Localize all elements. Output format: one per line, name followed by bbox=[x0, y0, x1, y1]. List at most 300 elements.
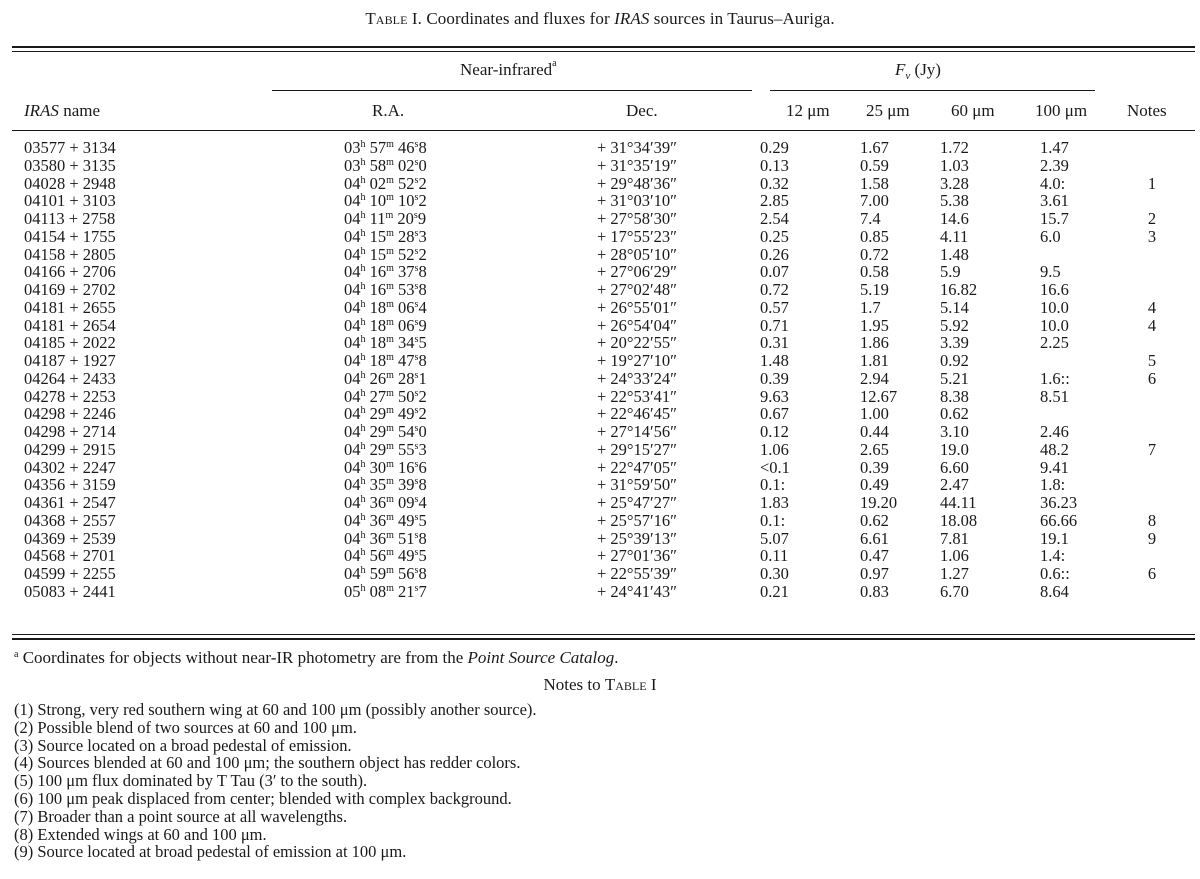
flux-60: 3.39 bbox=[940, 333, 969, 353]
note-item: (6) 100 μm peak displaced from center; blended with complex background. bbox=[14, 789, 512, 808]
ra-m-unit: m bbox=[386, 476, 394, 488]
ra-minutes: 18 bbox=[369, 333, 387, 353]
flux-100: 8.64 bbox=[1040, 581, 1069, 601]
flux-100: 6.0 bbox=[1040, 226, 1061, 246]
ra-hours: 04 bbox=[344, 475, 361, 495]
ra-fraction: 7 bbox=[418, 581, 427, 601]
ra-hours: 04 bbox=[344, 546, 361, 566]
flux-12: 0.12 bbox=[760, 422, 789, 441]
ra-minutes: 18 bbox=[369, 315, 387, 335]
table-row bbox=[0, 582, 1200, 599]
flux-25: 0.83 bbox=[860, 581, 889, 601]
flux-100: 9.5 bbox=[1040, 262, 1061, 282]
flux-25: 0.97 bbox=[860, 564, 889, 583]
flux-25: 1.86 bbox=[860, 333, 889, 353]
ra-h-unit: h bbox=[360, 192, 366, 204]
iras-name: 04568 + 2701 bbox=[24, 546, 116, 566]
table-row bbox=[0, 298, 1200, 315]
ra-h-unit: h bbox=[360, 369, 366, 381]
ra-s-unit: s bbox=[414, 316, 419, 328]
ra-s-unit: s bbox=[414, 263, 419, 275]
ra-minutes: 18 bbox=[369, 297, 387, 317]
table-row bbox=[0, 387, 1200, 404]
ra-hours: 04 bbox=[344, 386, 361, 406]
ra-hours: 04 bbox=[344, 351, 361, 370]
flux-60: 5.14 bbox=[940, 297, 969, 317]
note-item: (4) Sources blended at 60 and 100 μm; the southern object has redder colors. bbox=[14, 753, 521, 773]
ra-fraction: 8 bbox=[418, 528, 427, 548]
ra-h-unit: h bbox=[360, 458, 366, 470]
dec-value: + 25°57′16″ bbox=[597, 510, 678, 530]
ra-minutes: 29 bbox=[369, 439, 387, 459]
ra-s-unit: s bbox=[414, 423, 419, 434]
flux-100: 66.66 bbox=[1040, 510, 1078, 530]
ra-seconds: 21 bbox=[398, 581, 415, 601]
ra-s-unit: s bbox=[414, 547, 419, 559]
table-row bbox=[0, 262, 1200, 282]
flux-60: 1.27 bbox=[940, 564, 969, 583]
iras-name: 04298 + 2246 bbox=[24, 404, 116, 424]
table-row bbox=[0, 458, 1200, 475]
ra-minutes: 27 bbox=[369, 386, 387, 406]
flux-100: 2.46 bbox=[1040, 422, 1069, 441]
note-ref: 4 bbox=[1147, 297, 1157, 317]
ra-m-unit: m bbox=[386, 139, 394, 150]
flux-100: 9.41 bbox=[1040, 457, 1069, 477]
ra-fraction: 2 bbox=[418, 191, 427, 211]
table-row bbox=[0, 333, 1200, 353]
ra-minutes: 16 bbox=[369, 280, 387, 299]
ra-m-unit: m bbox=[385, 210, 394, 221]
ra-h-unit: h bbox=[360, 494, 366, 505]
flux-25: 0.47 bbox=[860, 546, 889, 566]
flux-12: 0.71 bbox=[760, 315, 789, 335]
flux-60: 5.92 bbox=[940, 315, 969, 335]
ra-hours: 03 bbox=[344, 138, 361, 157]
dec-value: + 22°46′45″ bbox=[597, 404, 678, 424]
flux-60: 5.38 bbox=[940, 191, 969, 211]
ra-m-unit: m bbox=[386, 547, 394, 559]
dec-value: + 26°55′01″ bbox=[597, 297, 678, 317]
table-row bbox=[0, 351, 1200, 368]
flux-25: 5.19 bbox=[860, 280, 889, 299]
ra-m-unit: m bbox=[386, 334, 394, 346]
dec-value: + 29°48′36″ bbox=[597, 173, 678, 193]
notes-title bbox=[0, 675, 1200, 695]
ra-h-unit: h bbox=[360, 582, 366, 594]
table-row bbox=[0, 475, 1200, 495]
header-iras-name bbox=[24, 101, 100, 121]
bottom-rule-1 bbox=[12, 634, 1195, 635]
header-dec: Dec. bbox=[626, 101, 658, 120]
flux-12: 2.54 bbox=[760, 209, 789, 228]
note-item: (5) 100 μm flux dominated by T Tau (3′ to the south). bbox=[14, 771, 368, 791]
header-flux bbox=[895, 60, 941, 80]
flux-60: 5.9 bbox=[940, 262, 961, 282]
flux-60: 3.10 bbox=[940, 422, 969, 441]
ra-hours: 04 bbox=[344, 528, 361, 548]
ra-s-unit: s bbox=[414, 511, 419, 523]
table-row bbox=[0, 174, 1200, 191]
iras-name: 04185 + 2022 bbox=[24, 333, 116, 353]
ra-fraction: 2 bbox=[418, 404, 427, 424]
flux-60: 1.03 bbox=[940, 155, 969, 175]
ra-minutes: 36 bbox=[369, 528, 387, 548]
dec-value: + 31°59′50″ bbox=[597, 475, 678, 495]
ra-hours: 04 bbox=[344, 262, 361, 282]
flux-12: 0.1: bbox=[760, 510, 786, 530]
dec-value: + 17°55′23″ bbox=[597, 226, 678, 246]
flux-12: 0.21 bbox=[760, 581, 789, 601]
note-item: (7) Broader than a point source at all wavelengths. bbox=[14, 806, 348, 826]
near-ir-underline bbox=[272, 90, 752, 91]
ra-fraction: 8 bbox=[418, 138, 427, 157]
ra-seconds: 46 bbox=[398, 138, 415, 157]
ra-s-unit: s bbox=[414, 334, 419, 346]
flux-100: 10.0 bbox=[1040, 297, 1069, 317]
ra-m-unit: m bbox=[386, 174, 394, 186]
ra-h-unit: h bbox=[360, 174, 366, 186]
ra-h-unit: h bbox=[360, 245, 366, 257]
flux-12: 0.67 bbox=[760, 404, 789, 424]
ra-fraction: 8 bbox=[418, 351, 427, 370]
ra-hours: 04 bbox=[344, 173, 361, 193]
iras-name: 04166 + 2706 bbox=[24, 262, 116, 282]
note-item: (3) Source located on a broad pedestal of emission. bbox=[14, 735, 352, 755]
ra-fraction: 9 bbox=[417, 209, 427, 228]
ra-value bbox=[344, 582, 427, 602]
table-row bbox=[0, 316, 1200, 333]
ra-minutes: 10 bbox=[369, 191, 387, 211]
ra-minutes: 29 bbox=[369, 404, 387, 424]
flux-12: 5.07 bbox=[760, 528, 789, 548]
ra-seconds: 53 bbox=[398, 280, 415, 299]
ra-seconds: 50 bbox=[398, 386, 415, 406]
flux-unit: (Jy) bbox=[910, 60, 941, 79]
ra-h-unit: h bbox=[360, 298, 366, 310]
flux-60: 4.11 bbox=[940, 226, 969, 246]
ra-fraction: 8 bbox=[418, 564, 427, 583]
note-item: (8) Extended wings at 60 and 100 μm. bbox=[14, 824, 267, 844]
flux-12: 0.11 bbox=[760, 546, 789, 566]
ra-hours: 05 bbox=[344, 581, 361, 601]
flux-12: 0.32 bbox=[760, 173, 789, 193]
ra-minutes: 35 bbox=[369, 475, 387, 495]
flux-underline bbox=[770, 90, 1095, 91]
caption-text-1: . Coordinates and fluxes for bbox=[417, 9, 615, 28]
flux-25: 7.4 bbox=[860, 209, 881, 228]
ra-seconds: 56 bbox=[398, 564, 415, 583]
flux-60: 3.28 bbox=[940, 173, 969, 193]
flux-25: 12.67 bbox=[860, 386, 898, 406]
note-item: (9) Source located at broad pedestal of emission at 100 μm. bbox=[14, 842, 407, 862]
iras-name: 04299 + 2915 bbox=[24, 439, 116, 459]
ra-hours: 04 bbox=[344, 209, 361, 228]
ra-s-unit: s bbox=[413, 210, 418, 221]
flux-60: 2.47 bbox=[940, 475, 969, 495]
flux-25: 1.7 bbox=[860, 297, 881, 317]
iras-name: 04298 + 2714 bbox=[24, 422, 116, 441]
ra-seconds: 47 bbox=[398, 351, 415, 370]
header-f25: 25 μm bbox=[866, 101, 910, 120]
flux-25: 1.58 bbox=[860, 173, 889, 193]
flux-12: 0.72 bbox=[760, 280, 789, 299]
header-ra: R.A. bbox=[372, 101, 405, 120]
ra-fraction: 0 bbox=[418, 155, 427, 175]
ra-hours: 04 bbox=[344, 404, 361, 424]
ra-h-unit: h bbox=[360, 139, 366, 150]
note-ref: 3 bbox=[1147, 226, 1157, 246]
flux-100: 16.6 bbox=[1040, 280, 1069, 299]
ra-s-unit: s bbox=[414, 192, 419, 204]
dec-value: + 26°54′04″ bbox=[597, 315, 678, 335]
ra-m-unit: m bbox=[386, 423, 394, 434]
flux-25: 0.72 bbox=[860, 244, 889, 264]
ra-hours: 04 bbox=[344, 333, 361, 353]
ra-h-unit: h bbox=[360, 440, 366, 452]
header-f60: 60 μm bbox=[951, 101, 995, 120]
ra-seconds: 06 bbox=[398, 315, 415, 335]
ra-m-unit: m bbox=[386, 316, 394, 328]
flux-12: 0.25 bbox=[760, 226, 789, 246]
dec-value: + 27°58′30″ bbox=[597, 209, 678, 228]
ra-fraction: 6 bbox=[418, 457, 427, 477]
iras-name: 04158 + 2805 bbox=[24, 244, 116, 264]
flux-60: 8.38 bbox=[940, 386, 969, 406]
ra-m-unit: m bbox=[386, 245, 394, 257]
dec-value: + 25°39′13″ bbox=[597, 528, 678, 548]
ra-s-unit: s bbox=[414, 476, 419, 488]
note-ref: 4 bbox=[1147, 315, 1157, 335]
ra-seconds: 28 bbox=[398, 368, 415, 388]
ra-seconds: 37 bbox=[398, 262, 415, 282]
ra-fraction: 5 bbox=[418, 546, 427, 566]
ra-m-unit: m bbox=[386, 440, 394, 452]
ra-seconds: 02 bbox=[398, 155, 415, 175]
notes-title-table-word: Table I bbox=[604, 675, 657, 694]
iras-name: 04181 + 2654 bbox=[24, 315, 116, 335]
ra-hours: 04 bbox=[344, 226, 361, 246]
ra-m-unit: m bbox=[386, 529, 394, 541]
flux-25: 7.00 bbox=[860, 191, 889, 211]
flux-60: 6.70 bbox=[940, 581, 969, 601]
ra-seconds: 09 bbox=[398, 493, 415, 512]
flux-12: 0.29 bbox=[760, 138, 789, 157]
ra-seconds: 49 bbox=[398, 546, 415, 566]
ra-seconds: 49 bbox=[398, 404, 415, 424]
ra-hours: 04 bbox=[344, 457, 361, 477]
table-row bbox=[0, 422, 1200, 439]
name-word: name bbox=[58, 101, 101, 120]
ra-m-unit: m bbox=[386, 458, 394, 470]
flux-25: 1.81 bbox=[860, 351, 889, 370]
table-row bbox=[0, 191, 1200, 211]
flux-100: 19.1 bbox=[1040, 528, 1069, 548]
ra-minutes: 18 bbox=[369, 351, 387, 370]
ra-fraction: 8 bbox=[418, 262, 427, 282]
ra-minutes: 11 bbox=[369, 209, 386, 228]
flux-60: 16.82 bbox=[940, 280, 978, 299]
ra-h-unit: h bbox=[360, 476, 366, 488]
note-ref: 6 bbox=[1147, 368, 1157, 388]
ra-h-unit: h bbox=[360, 227, 366, 239]
iras-name: 04181 + 2655 bbox=[24, 297, 116, 317]
ra-minutes: 36 bbox=[369, 510, 387, 530]
header-f12: 12 μm bbox=[786, 101, 830, 120]
ra-minutes: 57 bbox=[369, 138, 387, 157]
ra-hours: 03 bbox=[344, 155, 361, 175]
ra-s-unit: s bbox=[414, 281, 419, 292]
flux-25: 6.61 bbox=[860, 528, 889, 548]
iras-name: 04154 + 1755 bbox=[24, 226, 116, 246]
note-item: (2) Possible blend of two sources at 60 and 100 μm. bbox=[14, 717, 357, 737]
ra-seconds: 52 bbox=[398, 244, 415, 264]
footnote-marker: a bbox=[14, 649, 19, 660]
ra-minutes: 15 bbox=[369, 244, 387, 264]
ra-seconds: 55 bbox=[398, 439, 415, 459]
footnote-text-1: Coordinates for objects without near-IR photometry are from the bbox=[18, 648, 468, 667]
flux-60: 6.60 bbox=[940, 457, 969, 477]
ra-h-unit: h bbox=[360, 316, 366, 328]
flux-12: 0.13 bbox=[760, 155, 789, 175]
ra-fraction: 1 bbox=[418, 368, 427, 388]
flux-60: 19.0 bbox=[940, 439, 969, 459]
ra-m-unit: m bbox=[386, 263, 394, 275]
ra-minutes: 26 bbox=[369, 368, 387, 388]
flux-100: 36.23 bbox=[1040, 493, 1078, 512]
note-ref: 2 bbox=[1147, 209, 1157, 228]
ra-s-unit: s bbox=[414, 174, 419, 186]
dec-value: + 20°22′55″ bbox=[597, 333, 678, 353]
ra-seconds: 49 bbox=[398, 510, 415, 530]
flux-12: 0.07 bbox=[760, 262, 789, 282]
ra-hours: 04 bbox=[344, 280, 361, 299]
dec-value: + 27°01′36″ bbox=[597, 546, 678, 566]
dec-value: + 24°33′24″ bbox=[597, 368, 678, 388]
ra-s-unit: s bbox=[414, 387, 419, 399]
ra-m-unit: m bbox=[386, 565, 394, 576]
ra-h-unit: h bbox=[360, 334, 366, 346]
flux-100: 1.47 bbox=[1040, 138, 1069, 157]
dec-value: + 28°05′10″ bbox=[597, 244, 678, 264]
iras-name: 04369 + 2539 bbox=[24, 528, 116, 548]
ra-minutes: 08 bbox=[369, 581, 387, 601]
flux-60: 0.92 bbox=[940, 351, 969, 370]
ra-m-unit: m bbox=[386, 582, 394, 594]
ra-fraction: 9 bbox=[418, 315, 427, 335]
ra-seconds: 51 bbox=[398, 528, 415, 548]
flux-12: <0.1 bbox=[760, 457, 790, 477]
ra-s-unit: s bbox=[414, 405, 419, 417]
note-item: (1) Strong, very red southern wing at 60 and 100 μm (possibly another source). bbox=[14, 700, 537, 719]
flux-12: 0.57 bbox=[760, 297, 789, 317]
header-f100: 100 μm bbox=[1035, 101, 1088, 120]
flux-25: 2.94 bbox=[860, 368, 889, 388]
iras-name: 04302 + 2247 bbox=[24, 457, 116, 477]
iras-name: 04187 + 1927 bbox=[24, 351, 116, 370]
ra-m-unit: m bbox=[386, 494, 394, 505]
flux-100: 1.4: bbox=[1040, 546, 1066, 566]
iras-name: 03577 + 3134 bbox=[24, 138, 116, 157]
table-row bbox=[0, 546, 1200, 566]
dec-value: + 22°53′41″ bbox=[597, 386, 678, 406]
ra-seconds: 06 bbox=[398, 297, 415, 317]
ra-m-unit: m bbox=[386, 298, 394, 310]
ra-h-unit: h bbox=[360, 565, 366, 576]
iras-name: 04264 + 2433 bbox=[24, 368, 116, 388]
iras-name: 04356 + 3159 bbox=[24, 475, 116, 495]
dec-value: + 29°15′27″ bbox=[597, 439, 678, 459]
dec-value: + 19°27′10″ bbox=[597, 351, 678, 370]
near-ir-footnote-marker: a bbox=[552, 58, 557, 70]
ra-m-unit: m bbox=[386, 192, 394, 204]
flux-25: 1.95 bbox=[860, 315, 889, 335]
ra-s-unit: s bbox=[414, 494, 419, 505]
note-ref: 5 bbox=[1147, 351, 1157, 370]
table-row bbox=[0, 227, 1200, 244]
ra-fraction: 3 bbox=[418, 226, 427, 246]
ra-m-unit: m bbox=[386, 352, 394, 363]
table-row bbox=[0, 511, 1200, 528]
top-rule-2 bbox=[12, 51, 1195, 52]
flux-100: 48.2 bbox=[1040, 439, 1069, 459]
table-row bbox=[0, 245, 1200, 262]
top-rule-1 bbox=[12, 46, 1195, 48]
table-row bbox=[0, 404, 1200, 424]
ra-minutes: 02 bbox=[369, 173, 387, 193]
flux-12: 1.06 bbox=[760, 439, 789, 459]
note-ref: 7 bbox=[1147, 439, 1157, 459]
ra-minutes: 29 bbox=[369, 422, 387, 441]
ra-h-unit: h bbox=[360, 352, 366, 363]
near-ir-label: Near-infrared bbox=[460, 60, 553, 79]
caption-table-word: Table I bbox=[365, 9, 418, 28]
ra-minutes: 15 bbox=[369, 226, 387, 246]
ra-h-unit: h bbox=[360, 156, 366, 168]
flux-60: 1.72 bbox=[940, 138, 969, 157]
ra-fraction: 3 bbox=[418, 439, 427, 459]
ra-minutes: 58 bbox=[369, 155, 387, 175]
note-ref: 1 bbox=[1147, 173, 1157, 193]
ra-m-unit: m bbox=[386, 405, 394, 417]
ra-m-unit: m bbox=[386, 281, 394, 292]
flux-12: 0.26 bbox=[760, 244, 789, 264]
ra-h-unit: h bbox=[360, 210, 366, 221]
flux-60: 7.81 bbox=[940, 528, 969, 548]
flux-25: 1.67 bbox=[860, 138, 889, 157]
flux-12: 9.63 bbox=[760, 386, 789, 406]
ra-hours: 04 bbox=[344, 510, 361, 530]
iras-italic: IRAS bbox=[24, 101, 59, 120]
ra-hours: 04 bbox=[344, 244, 361, 264]
flux-12: 0.39 bbox=[760, 368, 789, 388]
caption-italic: IRAS bbox=[614, 9, 650, 28]
ra-h-unit: h bbox=[360, 529, 366, 541]
caption-text-2: sources in Taurus–Auriga. bbox=[649, 9, 835, 28]
ra-seconds: 39 bbox=[398, 475, 415, 495]
ra-minutes: 16 bbox=[369, 262, 387, 282]
ra-s-unit: s bbox=[414, 458, 419, 470]
header-bottom-rule bbox=[12, 130, 1195, 131]
ra-hours: 04 bbox=[344, 439, 361, 459]
ra-h-unit: h bbox=[360, 423, 366, 434]
flux-12: 0.1: bbox=[760, 475, 786, 495]
note-ref: 8 bbox=[1147, 510, 1157, 530]
flux-25: 0.59 bbox=[860, 155, 889, 175]
ra-fraction: 8 bbox=[418, 475, 427, 495]
bottom-rule-2 bbox=[12, 638, 1195, 640]
table-row bbox=[0, 529, 1200, 546]
